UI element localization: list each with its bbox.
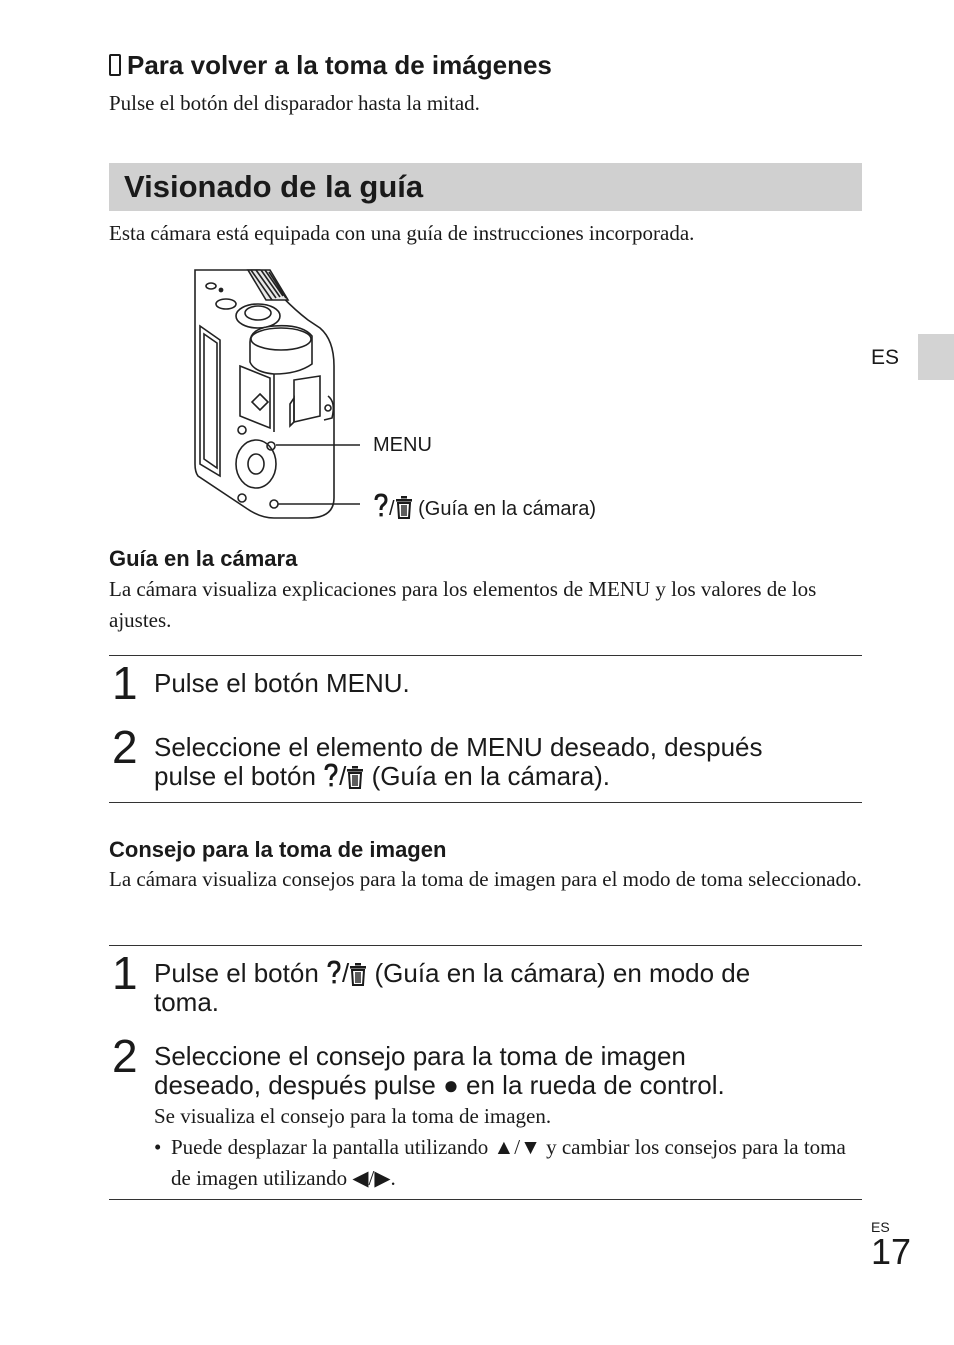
trash-icon — [395, 495, 413, 519]
section-marker-icon — [109, 54, 121, 76]
step-number: 1 — [112, 657, 138, 709]
camera-guide-heading: Guía en la cámara — [109, 546, 298, 571]
divider — [109, 945, 862, 946]
trash-icon — [349, 962, 367, 986]
step-number: 2 — [112, 1030, 138, 1082]
callout-help-slash: / — [389, 498, 395, 520]
camera-guide-body: La cámara visualiza explicaciones para los elementos de MENU y los valores de los ajustes. — [109, 577, 817, 632]
step-text-line2: toma. — [154, 987, 220, 1017]
step-text — [154, 959, 750, 988]
shooting-tip-body: La cámara visualiza consejos para la toma de imagen para el modo de toma seleccionado. — [109, 867, 862, 891]
section-heading-return-text: Para volver a la toma de imágenes — [127, 50, 552, 80]
step-text: Seleccione el elemento de MENU deseado, después — [154, 732, 763, 762]
divider — [109, 1199, 862, 1200]
section-guide-intro: Esta cámara está equipada con una guía de instrucciones incorporada. — [109, 221, 695, 245]
help-icon — [373, 493, 389, 519]
shooting-tip-heading: Consejo para la toma de imagen — [109, 837, 447, 862]
trash-icon — [346, 765, 364, 789]
step-number: 1 — [112, 947, 138, 999]
step-note: Se visualiza el consejo para la toma de imagen. — [154, 1104, 552, 1128]
section-return-body: Pulse el botón del disparador hasta la mitad. — [109, 91, 480, 115]
bullet-dot-icon: • — [154, 1135, 162, 1159]
divider — [109, 802, 862, 803]
step-text-slash: / — [342, 958, 350, 988]
callout-help — [373, 493, 596, 522]
side-tab-language: ES — [871, 346, 900, 369]
help-icon — [323, 763, 339, 789]
callout-menu: MENU — [373, 434, 432, 456]
section-heading-return — [109, 48, 552, 82]
help-icon — [326, 960, 342, 986]
section-banner-title: Visionado de la guía — [124, 169, 424, 204]
page-number: 17 — [871, 1231, 912, 1272]
step-text-slash: / — [339, 761, 347, 791]
step-text-suffix: (Guía en la cámara). — [364, 761, 611, 791]
callout-help-text: (Guía en la cámara) — [418, 498, 596, 520]
bullet-item — [154, 1132, 860, 1194]
step-text-line2 — [154, 762, 610, 791]
step-text-prefix: pulse el botón — [154, 761, 324, 791]
step-text: Seleccione el consejo para la toma de imagen — [154, 1041, 686, 1071]
step-text-suffix: (Guía en la cámara) en modo de — [367, 958, 751, 988]
step-text: Pulse el botón MENU. — [154, 668, 410, 698]
step-text-prefix: Pulse el botón — [154, 958, 327, 988]
step-number: 2 — [112, 721, 138, 773]
divider — [109, 655, 862, 656]
side-tab — [918, 334, 954, 380]
step-text-line2: deseado, después pulse ● en la rueda de control. — [154, 1070, 725, 1100]
bullet-text: Puede desplazar la pantalla utilizando ▲/▼ y cambiar los consejos para la toma de imagen utilizando ◀/▶. — [171, 1135, 846, 1190]
camera-illustration — [190, 266, 370, 528]
page-language: ES — [871, 1219, 890, 1235]
